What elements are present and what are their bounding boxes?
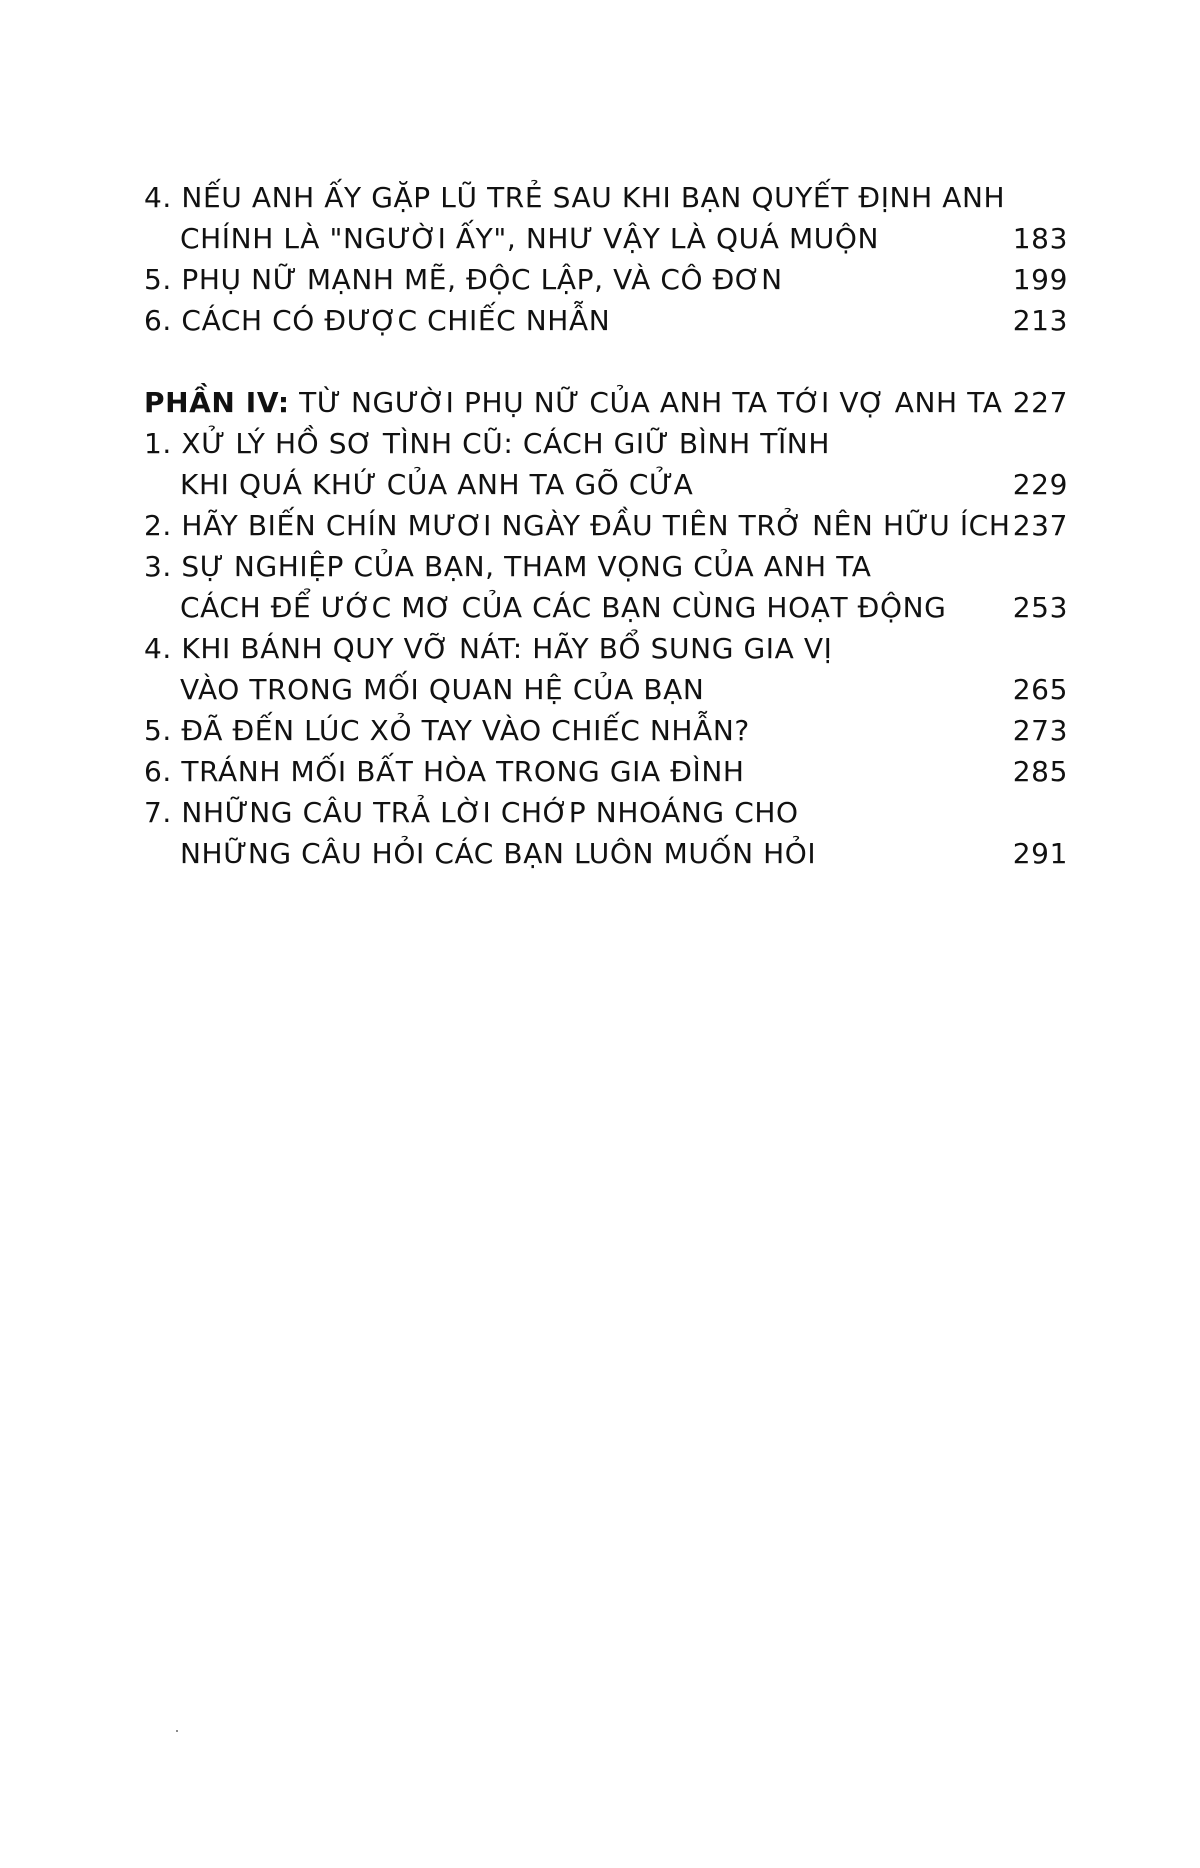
toc-entry-text: 4. NẾU ANH ẤY GẶP LŨ TRẺ SAU KHI BẠN QUYẾT ĐỊNH ANH — [144, 181, 1006, 214]
toc-entry-text: 6. TRÁNH MỐI BẤT HÒA TRONG GIA ĐÌNH — [144, 755, 745, 788]
toc-page-number: 273 — [1012, 714, 1068, 747]
toc-entry-text: CHÍNH LÀ "NGƯỜI ẤY", NHƯ VẬY LÀ QUÁ MUỘN — [180, 222, 880, 255]
toc-entry-text: 5. PHỤ NỮ MẠNH MẼ, ĐỘC LẬP, VÀ CÔ ĐƠN — [144, 263, 783, 296]
toc-entry-text: 6. CÁCH CÓ ĐƯỢC CHIẾC NHẪN — [144, 304, 611, 337]
toc-entry-text: 4. KHI BÁNH QUY VỠ NÁT: HÃY BỔ SUNG GIA VỊ — [144, 632, 833, 665]
toc-entry-text: 7. NHỮNG CÂU TRẢ LỜI CHỚP NHOÁNG CHO — [144, 796, 799, 829]
toc-entry-4-7-line-2 — [0, 829, 1200, 879]
toc-page-number: 291 — [1012, 837, 1068, 870]
toc-entry-text: NHỮNG CÂU HỎI CÁC BẠN LUÔN MUỐN HỎI — [180, 837, 817, 870]
toc-entry-text: 5. ĐÃ ĐẾN LÚC XỎ TAY VÀO CHIẾC NHẪN? — [144, 714, 750, 747]
toc-page-number: 253 — [1012, 591, 1068, 624]
toc-page-number: 285 — [1012, 755, 1068, 788]
toc-page-number: 183 — [1012, 222, 1068, 255]
toc-entry-text: 3. SỰ NGHIỆP CỦA BẠN, THAM VỌNG CỦA ANH TA — [144, 550, 872, 583]
toc-entry-text: CÁCH ĐỂ ƯỚC MƠ CỦA CÁC BẠN CÙNG HOẠT ĐỘNG — [180, 591, 947, 624]
toc-part-label: PHẦN IV: — [144, 386, 290, 419]
toc-page-number: 199 — [1012, 263, 1068, 296]
toc-entry-text: VÀO TRONG MỐI QUAN HỆ CỦA BẠN — [180, 673, 705, 706]
toc-page-number: 213 — [1012, 304, 1068, 337]
toc-part-title: TỪ NGƯỜI PHỤ NỮ CỦA ANH TA TỚI VỢ ANH TA — [299, 386, 1003, 419]
toc-page-number: 227 — [1012, 386, 1068, 419]
toc-entry-3-6 — [0, 296, 1200, 346]
toc-page-number: 237 — [1012, 509, 1068, 542]
toc-entry-text: 2. HÃY BIẾN CHÍN MƯƠI NGÀY ĐẦU TIÊN TRỞ NÊN HỮU ÍCH — [144, 509, 1011, 542]
toc-entry-text: KHI QUÁ KHỨ CỦA ANH TA GÕ CỬA — [180, 468, 694, 501]
toc-entry-text: 1. XỬ LÝ HỒ SƠ TÌNH CŨ: CÁCH GIỮ BÌNH TĨNH — [144, 427, 831, 460]
toc-page-number: 229 — [1012, 468, 1068, 501]
scan-speck — [176, 1730, 178, 1732]
toc-page-number: 265 — [1012, 673, 1068, 706]
